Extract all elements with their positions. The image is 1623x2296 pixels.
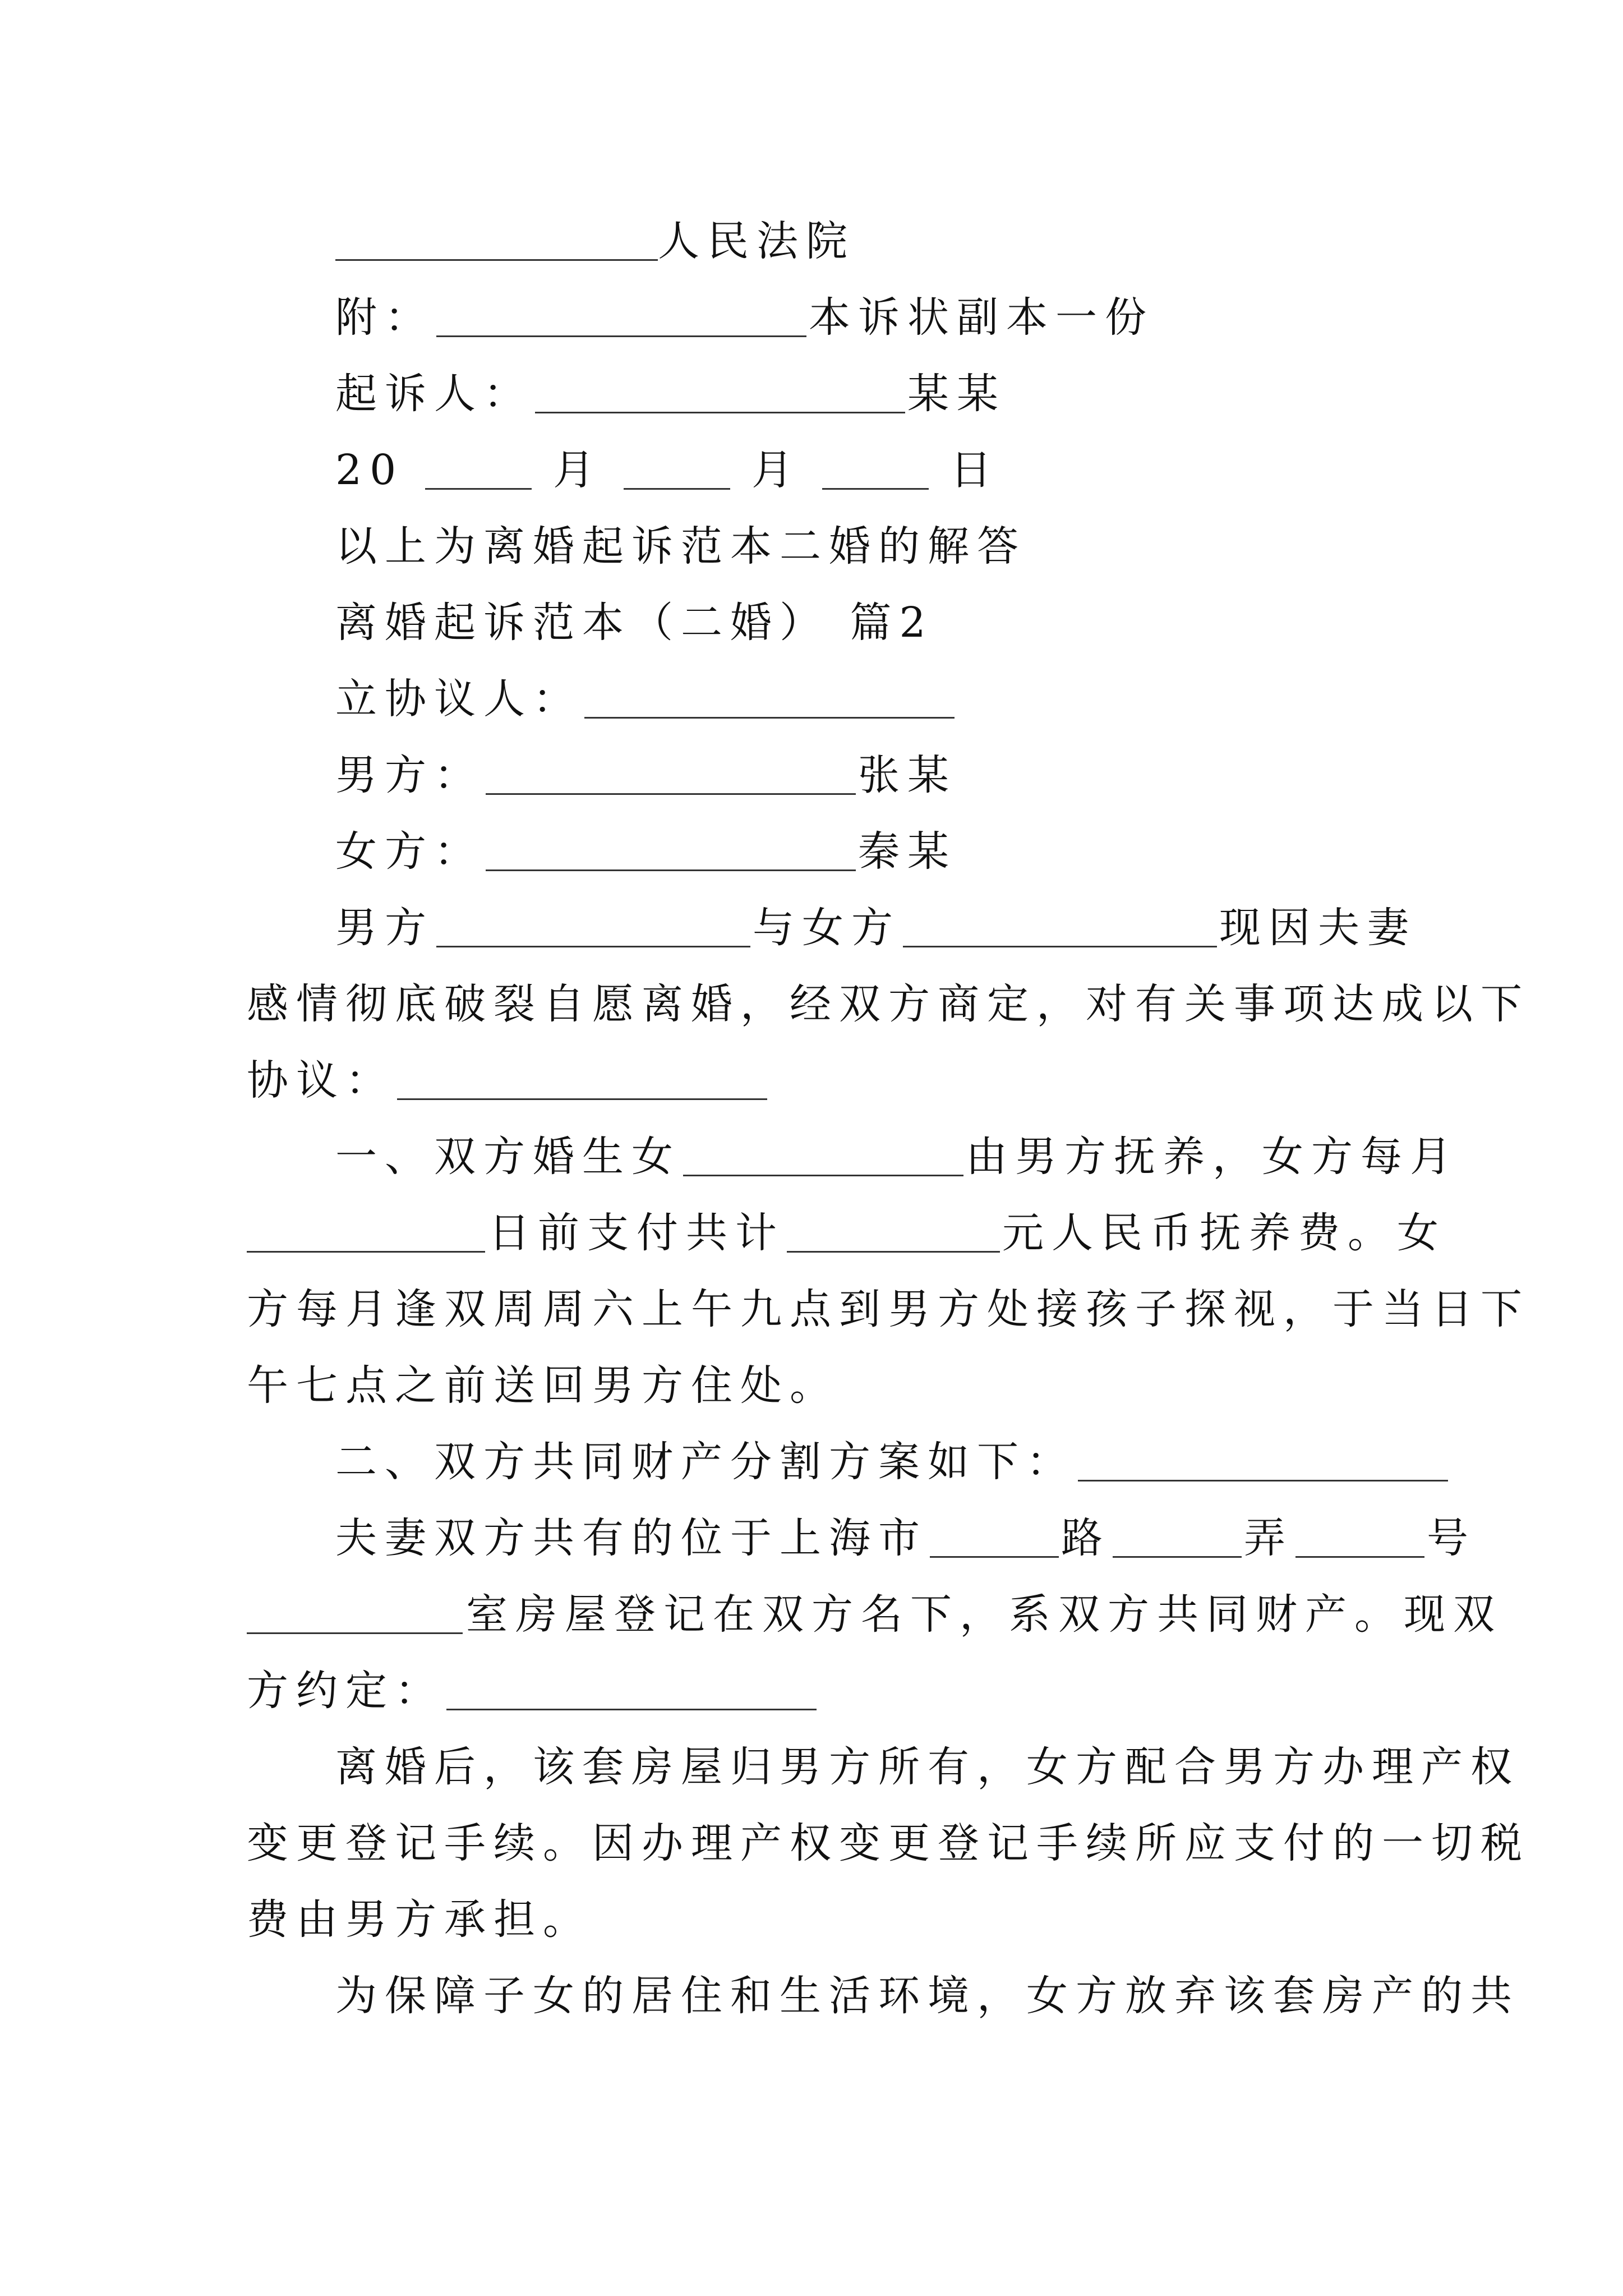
- body-text: 变更登记手续。因办理产权变更登记手续所应支付的一切税: [247, 1819, 1530, 1867]
- blank-agreed: [446, 1665, 817, 1710]
- agreement-para-line-3: [0, 1041, 1623, 1120]
- property-text: 夫妻双方共有的位于上海市: [335, 1514, 928, 1562]
- after-divorce-line-1: [0, 1728, 1623, 1806]
- para-text: 现因夫妻: [1219, 904, 1417, 952]
- blank-pay-day: [247, 1207, 485, 1253]
- agreement-para-line-1: [0, 889, 1623, 967]
- property-text: 弄: [1244, 1514, 1293, 1562]
- male-party-line: [0, 736, 1623, 815]
- attachment-line: [0, 278, 1623, 357]
- after-divorce-line-2: [0, 1804, 1623, 1883]
- blank-male: [486, 749, 856, 795]
- clause-text: 二、双方共同财产分割方案如下：: [335, 1438, 1076, 1486]
- section-title: 离婚起诉范本（二婚） 篇2: [335, 599, 934, 647]
- blank-amount: [787, 1207, 1000, 1253]
- clause-text: 日前支付共计: [488, 1209, 785, 1257]
- clause-text: 方每月逢双周周六上午九点到男方处接孩子探视，于当日下: [247, 1285, 1530, 1333]
- court-line: [0, 202, 1623, 280]
- clause-1-line-3: [0, 1270, 1623, 1349]
- blank-male-name: [436, 902, 750, 947]
- clause-1-line-2: [0, 1194, 1623, 1272]
- blank-day: [822, 444, 929, 490]
- blank-month: [624, 444, 730, 490]
- para-text: 与女方: [753, 904, 901, 952]
- clause-1-line-4: [0, 1346, 1623, 1425]
- male-label: 男方：: [335, 751, 483, 799]
- para-text: 协议：: [247, 1056, 395, 1105]
- property-text: 路: [1061, 1514, 1110, 1562]
- blank-number: [1295, 1512, 1424, 1558]
- parties-label: 立协议人：: [335, 675, 582, 723]
- court-label: 人民法院: [658, 217, 855, 265]
- summary-text: 以上为离婚起诉范本二婚的解答: [335, 522, 1026, 570]
- parties-line: [0, 660, 1623, 738]
- date-line: [0, 431, 1623, 509]
- children-line-1: [0, 1957, 1623, 2035]
- clause-1-line-1: [0, 1117, 1623, 1196]
- blank-road: [930, 1512, 1059, 1558]
- blank-female-name: [903, 902, 1217, 947]
- blank-year: [425, 444, 532, 490]
- date-month-2: 月: [751, 446, 801, 494]
- property-line-3: [0, 1651, 1623, 1730]
- property-line-1: [0, 1499, 1623, 1577]
- summary-line: [0, 507, 1623, 586]
- blank-court-name: [335, 215, 658, 261]
- plaintiff-label: 起诉人：: [335, 370, 533, 418]
- female-party-line: [0, 812, 1623, 891]
- blank-agreement: [397, 1055, 767, 1100]
- para-text: 男方: [335, 904, 434, 952]
- blank-plaintiff: [535, 368, 905, 413]
- property-line-2: [0, 1575, 1623, 1654]
- para-text: 感情彻底破裂自愿离婚，经双方商定，对有关事项达成以下: [247, 980, 1530, 1028]
- property-text: 方约定：: [247, 1667, 444, 1715]
- property-text: 号: [1427, 1514, 1476, 1562]
- date-year: 20: [335, 446, 404, 494]
- blank-daughter: [683, 1131, 963, 1176]
- female-name: 秦某: [858, 827, 957, 876]
- attachment-label: 附：: [335, 293, 434, 342]
- body-text: 费由男方承担。: [247, 1895, 592, 1944]
- female-label: 女方：: [335, 827, 483, 876]
- property-text: 室房屋登记在双方名下，系双方共同财产。现双: [466, 1590, 1502, 1639]
- blank-parties: [584, 673, 955, 719]
- body-text: 为保障子女的居住和生活环境，女方放弃该套房产的共: [335, 1972, 1520, 2020]
- attachment-text: 本诉状副本一份: [809, 293, 1154, 342]
- male-name: 张某: [858, 751, 957, 799]
- body-text: 离婚后，该套房屋归男方所有，女方配合男方办理产权: [335, 1743, 1520, 1791]
- clause-text: 午七点之前送回男方住处。: [247, 1361, 839, 1410]
- blank-lane: [1113, 1512, 1242, 1558]
- clause-text: 一、双方婚生女: [335, 1133, 681, 1181]
- section-heading: [0, 583, 1623, 662]
- blank-property-plan: [1078, 1436, 1448, 1481]
- plaintiff-line: [0, 355, 1623, 433]
- date-month-1: 月: [553, 446, 603, 494]
- clause-text: 由男方抚养，女方每月: [966, 1133, 1459, 1181]
- blank-room: [247, 1589, 463, 1634]
- date-day: 日: [950, 446, 1000, 494]
- clause-2-line-1: [0, 1423, 1623, 1501]
- plaintiff-name: 某某: [907, 370, 1006, 418]
- after-divorce-line-3: [0, 1880, 1623, 1959]
- agreement-para-line-2: [0, 965, 1623, 1043]
- blank-female: [486, 826, 856, 871]
- clause-text: 元人民币抚养费。女: [1002, 1209, 1446, 1257]
- blank-attachment: [436, 292, 806, 337]
